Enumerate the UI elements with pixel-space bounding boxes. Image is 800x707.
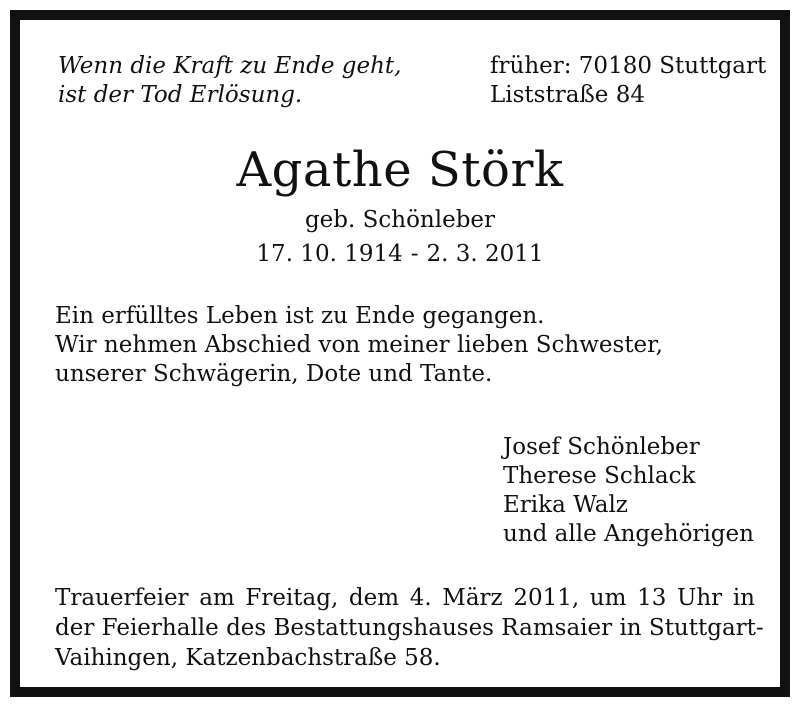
funeral-line: Trauerfeier am Freitag, dem 4. März 2011, um 13 Uhr in [55, 585, 755, 611]
motto [58, 52, 401, 110]
signatory: Josef Schönleber [503, 434, 700, 460]
signatory: Therese Schlack [503, 463, 696, 489]
deceased-name: Agathe Störk [236, 142, 564, 198]
signatory: und alle Angehörigen [503, 521, 754, 547]
life-dates [20, 239, 780, 269]
farewell-message [55, 302, 663, 389]
motto-line: Wenn die Kraft zu Ende geht, [58, 53, 402, 79]
signatories [503, 433, 754, 549]
message-line: unserer Schwägerin, Dote und Tante. [55, 361, 493, 387]
address-line: früher: 70180 Stuttgart [490, 53, 767, 79]
message-line: Ein erfülltes Leben ist zu Ende gegangen. [55, 303, 545, 329]
message-line: Wir nehmen Abschied von meiner lieben Schwester, [55, 332, 663, 358]
funeral-info [55, 583, 764, 673]
signatory: Erika Walz [503, 492, 628, 518]
birth-date: 17. 10. 1914 [256, 241, 403, 267]
obituary-content [20, 20, 780, 687]
funeral-line: Vaihingen, Katzenbachstraße 58. [55, 645, 441, 671]
birth-name: geb. Schönleber [304, 207, 496, 233]
motto-line: ist der Tod Erlösung. [58, 82, 303, 108]
obituary-frame [10, 10, 790, 697]
address-line: Liststraße 84 [490, 82, 645, 108]
death-date: 2. 3. 2011 [426, 241, 544, 267]
funeral-line: der Feierhalle des Bestattungshauses Ramsaier in Stuttgart- [55, 615, 764, 641]
date-separator: - [410, 241, 419, 267]
former-address [490, 52, 766, 110]
